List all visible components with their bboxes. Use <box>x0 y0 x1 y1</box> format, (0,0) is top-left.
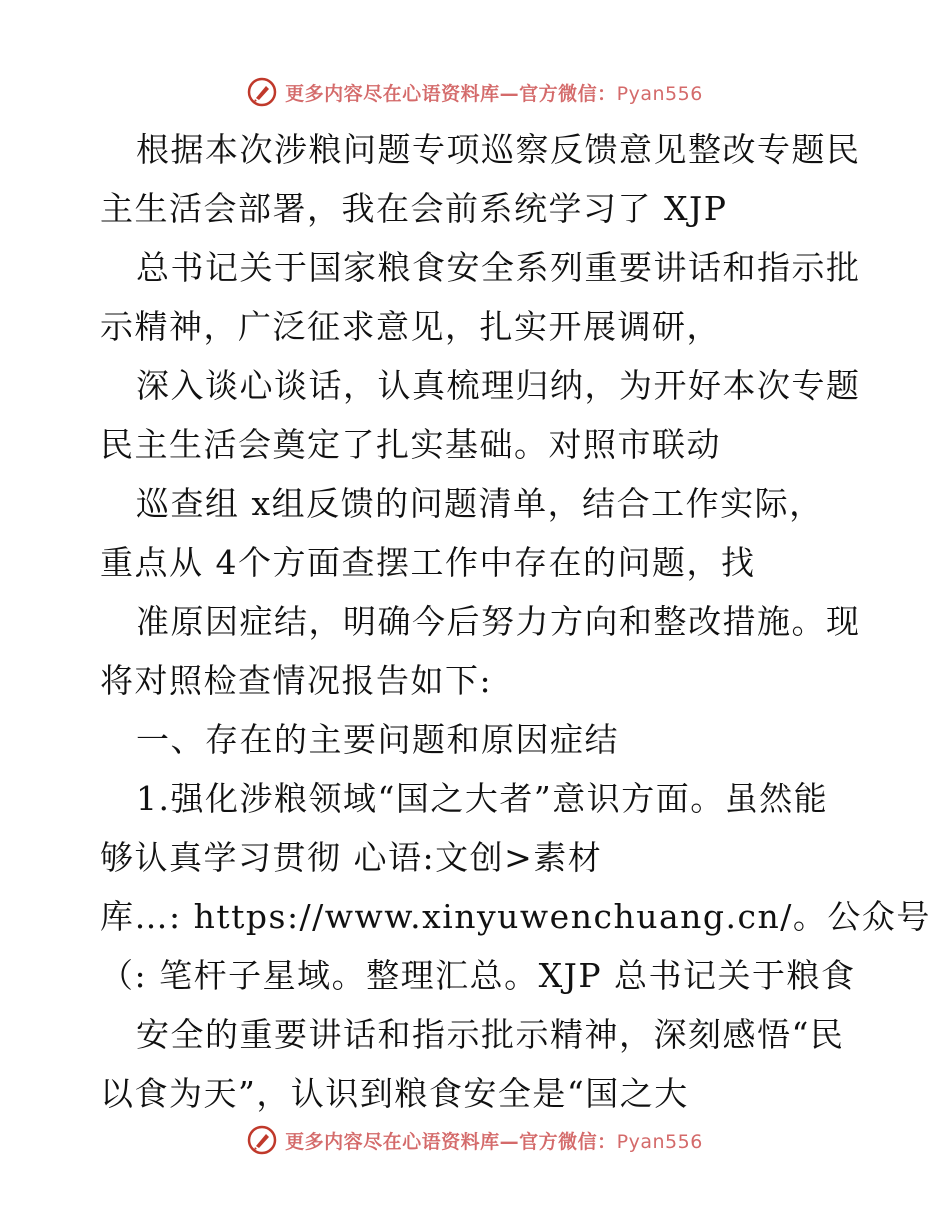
text-line: 巡查组 x组反馈的问题清单，结合工作实际， <box>136 484 824 523</box>
text-line: 根据本次涉粮问题专项巡察反馈意见整改专题民 <box>136 130 861 169</box>
text-line: 主生活会部署，我在会前系统学习了 XJP <box>100 189 728 228</box>
text-line: 总书记关于国家粮食安全系列重要讲话和指示批 <box>136 248 861 287</box>
text-line: 1.强化涉粮领域“国之大者”意识方面。虽然能 <box>136 779 829 818</box>
text-line: 重点从 4个方面查摆工作中存在的问题，找 <box>100 543 756 582</box>
section-heading: 一、存在的主要问题和原因症结 <box>136 720 619 759</box>
text-line: 够认真学习贯彻 心语:文创>素材 <box>100 838 603 877</box>
text-line: 以食为天”，认识到粮食安全是“国之大 <box>100 1074 689 1113</box>
watermark-text: 更多内容尽在心语资料库—官方微信：Pyan556 <box>285 82 703 105</box>
text-line: 安全的重要讲话和指示批示精神，深刻感悟“民 <box>136 1015 845 1054</box>
text-line: 将对照检查情况报告如下: <box>100 661 493 700</box>
text-line: 示精神，广泛征求意见，扎实开展调研， <box>100 307 721 346</box>
watermark-text: 更多内容尽在心语资料库—官方微信：Pyan556 <box>285 1130 703 1153</box>
text-line: 准原因症结，明确今后努力方向和整改措施。现 <box>136 602 861 641</box>
text-line: 深入谈心谈话，认真梳理归纳，为开好本次专题 <box>136 366 861 405</box>
header-watermark <box>0 72 950 112</box>
pen-logo-icon <box>247 1125 277 1155</box>
text-line: 库…: https://www.xinyuwenchuang.cn/。公众号 <box>100 897 931 936</box>
text-line: （: 笔杆子星域。整理汇总。XJP 总书记关于粮食 <box>100 956 856 995</box>
document-body <box>100 120 931 1123</box>
text-line: 民主生活会奠定了扎实基础。对照市联动 <box>100 425 721 464</box>
footer-watermark <box>0 1120 950 1160</box>
pen-logo-icon <box>247 77 277 107</box>
